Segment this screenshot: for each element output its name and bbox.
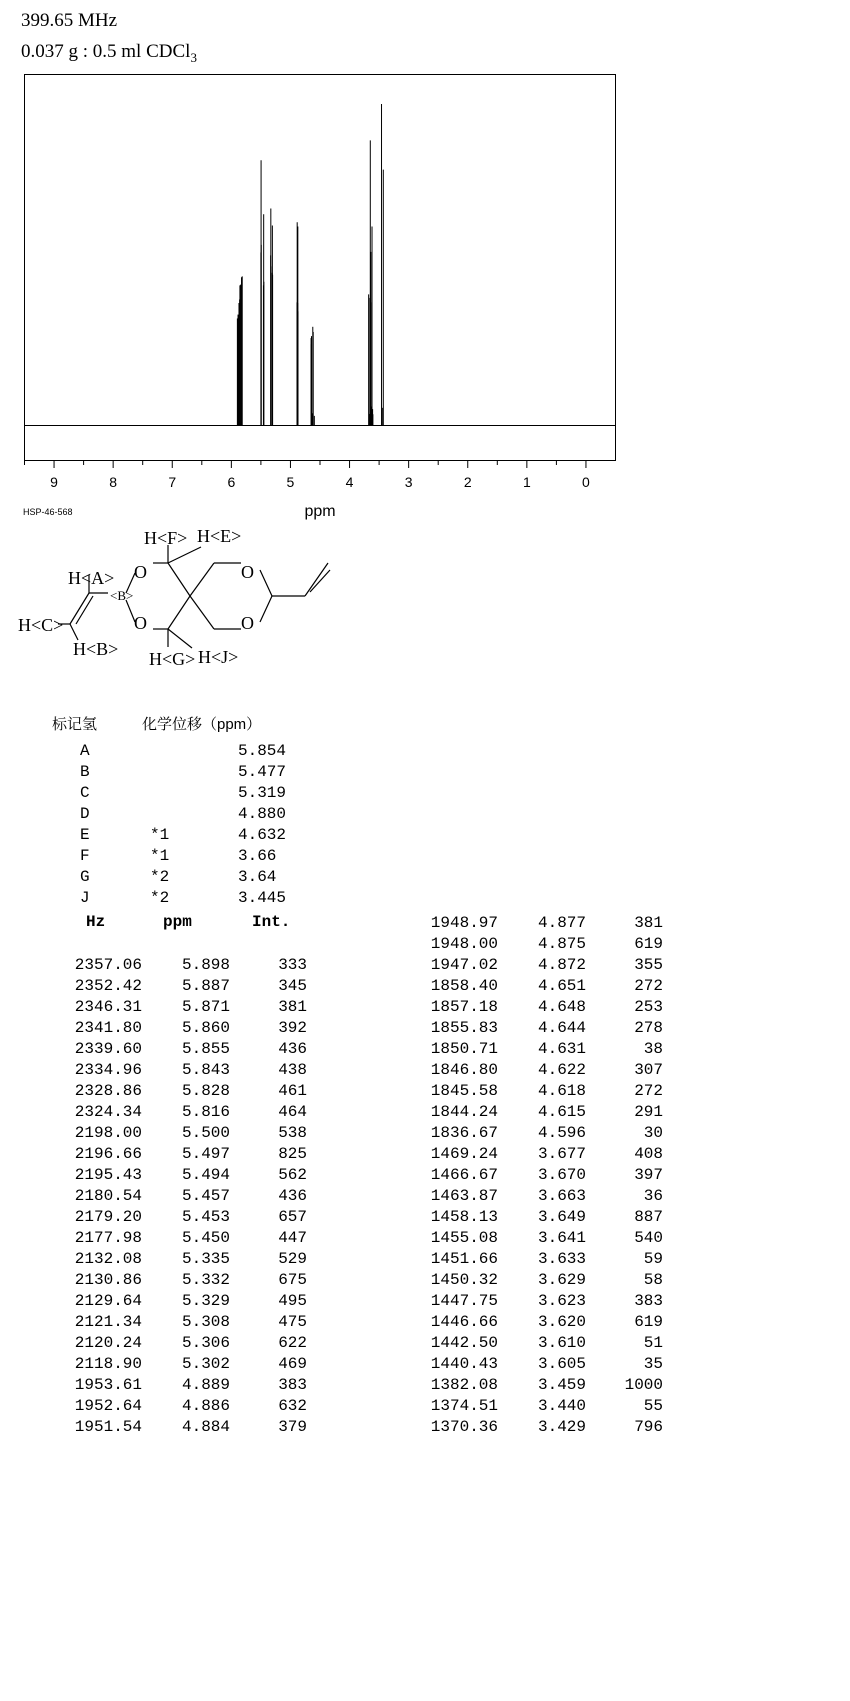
peak-hz: 1374.51 <box>430 1397 498 1415</box>
peak-int: 345 <box>278 977 307 995</box>
peak-int: 383 <box>278 1376 307 1394</box>
assignment-shift: 3.66 <box>238 847 277 865</box>
peak-hz: 1858.40 <box>430 977 498 995</box>
assignment-note: *1 <box>150 847 170 865</box>
peak-ppm: 4.631 <box>537 1040 586 1058</box>
peak-row <box>60 977 307 995</box>
peak-ppm: 3.440 <box>537 1397 586 1415</box>
peak-int: 381 <box>634 914 663 932</box>
peak-ppm: 4.644 <box>537 1019 586 1037</box>
peak-ppm: 3.429 <box>537 1418 586 1436</box>
peak-hz: 1846.80 <box>430 1061 498 1079</box>
x-tick-label: 0 <box>582 474 590 490</box>
peak-ppm: 5.855 <box>181 1040 230 1058</box>
x-tick-label: 5 <box>286 474 295 490</box>
x-tick-label: 2 <box>463 474 472 490</box>
peak-row <box>60 1292 307 1310</box>
peak-row <box>60 1019 307 1037</box>
peak-int: 619 <box>634 1313 663 1331</box>
peak-hz: 1370.36 <box>430 1418 498 1436</box>
assignment-row <box>80 826 286 844</box>
peak-row <box>60 1145 307 1163</box>
peak-ppm: 5.335 <box>181 1250 230 1268</box>
peak-hz: 1469.24 <box>430 1145 498 1163</box>
peak-int: 464 <box>278 1103 307 1121</box>
peak-ppm: 5.843 <box>181 1061 230 1079</box>
x-tick-label: 7 <box>168 474 177 490</box>
peak-ppm: 4.872 <box>537 956 586 974</box>
peak-ppm: 3.459 <box>537 1376 586 1394</box>
peak-hz: 1458.13 <box>430 1208 498 1226</box>
peak-ppm: 5.828 <box>181 1082 230 1100</box>
peak-hz: 2341.80 <box>74 1019 142 1037</box>
peak-hz: 1836.67 <box>430 1124 498 1142</box>
assignment-row <box>80 868 276 886</box>
label-ha: H<A> <box>68 568 115 588</box>
peak-hz: 2334.96 <box>74 1061 142 1079</box>
peak-hz: 1451.66 <box>430 1250 498 1268</box>
peak-hz: 2177.98 <box>74 1229 142 1247</box>
peak-int: 383 <box>634 1292 663 1310</box>
atom-o-bottom-left: O <box>134 613 147 633</box>
peak-hz: 1952.64 <box>74 1397 142 1415</box>
peak-hz: 2346.31 <box>74 998 142 1016</box>
peak-row <box>60 1229 307 1247</box>
peak-row <box>416 1082 663 1100</box>
peak-row <box>416 1418 663 1436</box>
peak-hz: 1447.75 <box>430 1292 498 1310</box>
assignment-row <box>80 805 286 823</box>
peak-hz: 1857.18 <box>430 998 498 1016</box>
peak-int: 278 <box>634 1019 663 1037</box>
peak-row <box>60 1376 307 1394</box>
peak-row <box>416 1229 663 1247</box>
peak-int: 36 <box>643 1187 663 1205</box>
label-hc: H<C> <box>18 615 64 635</box>
peak-row <box>416 1145 663 1163</box>
x-tick-label: 9 <box>50 474 58 490</box>
peak-int: 355 <box>634 956 663 974</box>
peak-ppm: 5.500 <box>181 1124 230 1142</box>
peak-int: 51 <box>643 1334 663 1352</box>
peak-int: 796 <box>634 1418 663 1436</box>
peak-hz: 2196.66 <box>74 1145 142 1163</box>
peak-row <box>416 1397 663 1415</box>
peak-row <box>416 1208 663 1226</box>
assignment-row <box>80 742 286 760</box>
peak-int: 397 <box>634 1166 663 1184</box>
peak-int: 622 <box>278 1334 307 1352</box>
peak-row <box>60 998 307 1016</box>
peak-row <box>60 1124 307 1142</box>
peak-row <box>416 1187 663 1205</box>
peak-int: 619 <box>634 935 663 953</box>
frequency-label: 399.65 MHz <box>21 10 118 31</box>
peak-int: 540 <box>634 1229 663 1247</box>
peak-int: 675 <box>278 1271 307 1289</box>
peak-int: 438 <box>278 1061 307 1079</box>
assignment-row <box>80 847 276 865</box>
assignment-note: *1 <box>150 826 170 844</box>
peak-row <box>60 1103 307 1121</box>
peak-ppm: 5.887 <box>181 977 230 995</box>
peak-ppm: 5.329 <box>181 1292 230 1310</box>
peak-ppm: 3.663 <box>537 1187 586 1205</box>
peak-int: 461 <box>278 1082 307 1100</box>
peak-row <box>60 1187 307 1205</box>
peak-int: 253 <box>634 998 663 1016</box>
peak-ppm: 5.494 <box>181 1166 230 1184</box>
peak-int: 30 <box>643 1124 663 1142</box>
peak-row <box>416 977 663 995</box>
peak-row <box>416 1166 663 1184</box>
col-header-ppm: ppm <box>163 913 192 931</box>
sample-text: 0.037 g : 0.5 ml CDCl <box>21 41 191 62</box>
peak-ppm: 5.860 <box>181 1019 230 1037</box>
peak-ppm: 4.884 <box>181 1418 230 1436</box>
peak-int: 381 <box>278 998 307 1016</box>
atom-o-top-left: O <box>134 562 147 582</box>
assignment-label: D <box>80 805 90 823</box>
assignment-row <box>80 889 286 907</box>
peak-row <box>60 956 307 974</box>
peak-hz: 2180.54 <box>74 1187 142 1205</box>
peak-row <box>416 998 663 1016</box>
peak-ppm: 5.871 <box>181 998 230 1016</box>
peak-hz: 2129.64 <box>74 1292 142 1310</box>
peak-ppm: 5.453 <box>181 1208 230 1226</box>
peak-ppm: 4.877 <box>537 914 586 932</box>
peak-row <box>416 1250 663 1268</box>
peak-hz: 1455.08 <box>430 1229 498 1247</box>
peak-ppm: 5.306 <box>181 1334 230 1352</box>
assignment-row <box>80 763 286 781</box>
peak-ppm: 3.629 <box>537 1271 586 1289</box>
peak-ppm: 5.450 <box>181 1229 230 1247</box>
peak-int: 657 <box>278 1208 307 1226</box>
assignment-note: *2 <box>150 889 170 907</box>
peak-ppm: 4.889 <box>181 1376 230 1394</box>
peak-row <box>60 1397 307 1415</box>
peak-ppm: 5.332 <box>181 1271 230 1289</box>
peak-ppm: 3.623 <box>537 1292 586 1310</box>
peak-group <box>237 104 383 426</box>
peak-hz: 1466.67 <box>430 1166 498 1184</box>
peak-hz: 2324.34 <box>74 1103 142 1121</box>
peak-hz: 1947.02 <box>430 956 498 974</box>
peak-int: 38 <box>643 1040 663 1058</box>
peak-row <box>416 1313 663 1331</box>
peak-row <box>60 1061 307 1079</box>
x-axis-ticks <box>25 461 591 491</box>
peak-ppm: 4.596 <box>537 1124 586 1142</box>
x-tick-label: 8 <box>109 474 118 490</box>
peak-ppm: 3.633 <box>537 1250 586 1268</box>
peak-ppm: 5.302 <box>181 1355 230 1373</box>
peak-hz: 1953.61 <box>74 1376 142 1394</box>
peak-row <box>60 1271 307 1289</box>
peak-hz: 1463.87 <box>430 1187 498 1205</box>
peak-hz: 2195.43 <box>74 1166 142 1184</box>
peak-hz: 2130.86 <box>74 1271 142 1289</box>
peak-row <box>60 1040 307 1058</box>
peak-hz: 1855.83 <box>430 1019 498 1037</box>
peak-row <box>416 1040 663 1058</box>
label-hj: H<J> <box>198 647 239 667</box>
peak-ppm: 3.605 <box>537 1355 586 1373</box>
bonds <box>58 545 330 648</box>
assignment-shift: 5.319 <box>238 784 287 802</box>
assignment-label: C <box>80 784 90 802</box>
peak-hz: 1948.97 <box>430 914 498 932</box>
shift-label-header: 化学位移（ppm） <box>142 716 262 733</box>
peak-ppm: 5.816 <box>181 1103 230 1121</box>
label-b-center: <B> <box>110 588 134 603</box>
peak-int: 307 <box>634 1061 663 1079</box>
peak-int: 632 <box>278 1397 307 1415</box>
peak-ppm: 4.618 <box>537 1082 586 1100</box>
peak-int: 379 <box>278 1418 307 1436</box>
peak-hz: 1446.66 <box>430 1313 498 1331</box>
peak-row <box>416 1271 663 1289</box>
peak-int: 392 <box>278 1019 307 1037</box>
peak-row <box>416 935 663 953</box>
peak-int: 475 <box>278 1313 307 1331</box>
peak-row <box>416 1124 663 1142</box>
peak-ppm: 3.641 <box>537 1229 586 1247</box>
peak-int: 35 <box>643 1355 663 1373</box>
peak-hz: 1948.00 <box>430 935 498 953</box>
peak-int: 291 <box>634 1103 663 1121</box>
col-header-hz: Hz <box>86 913 106 931</box>
peak-hz: 2118.90 <box>74 1355 142 1373</box>
peak-int: 436 <box>278 1187 307 1205</box>
peak-hz: 2132.08 <box>74 1250 142 1268</box>
atom-labels <box>18 526 254 669</box>
assignment-label: E <box>80 826 90 844</box>
x-tick-label: 1 <box>522 474 531 490</box>
peak-hz: 1850.71 <box>430 1040 498 1058</box>
peak-int: 436 <box>278 1040 307 1058</box>
peak-int: 272 <box>634 977 663 995</box>
peak-row <box>60 1250 307 1268</box>
peak-int: 562 <box>278 1166 307 1184</box>
assignment-note: *2 <box>150 868 170 886</box>
assignment-shift: 4.632 <box>238 826 287 844</box>
nmr-spectrum <box>0 0 850 520</box>
assignment-label: G <box>80 868 90 886</box>
peak-int: 55 <box>643 1397 663 1415</box>
peak-ppm: 4.651 <box>537 977 586 995</box>
peak-int: 887 <box>634 1208 663 1226</box>
peak-int: 538 <box>278 1124 307 1142</box>
assignment-label: A <box>80 742 90 760</box>
peak-row <box>60 1082 307 1100</box>
peak-ppm: 4.875 <box>537 935 586 953</box>
peak-hz: 2328.86 <box>74 1082 142 1100</box>
peak-row <box>60 1313 307 1331</box>
peak-int: 825 <box>278 1145 307 1163</box>
label-hb: H<B> <box>73 639 119 659</box>
peak-row <box>416 914 663 932</box>
peak-int: 447 <box>278 1229 307 1247</box>
peak-int: 408 <box>634 1145 663 1163</box>
sample-subscript: 3 <box>190 49 197 65</box>
peak-hz: 2198.00 <box>74 1124 142 1142</box>
peak-int: 495 <box>278 1292 307 1310</box>
assignment-row <box>80 784 286 802</box>
peak-hz: 1442.50 <box>430 1334 498 1352</box>
peak-row <box>416 1334 663 1352</box>
peak-hz: 1450.32 <box>430 1271 498 1289</box>
peak-ppm: 4.886 <box>181 1397 230 1415</box>
label-hg: H<G> <box>149 649 196 669</box>
peak-row <box>416 1061 663 1079</box>
assignment-shift: 5.477 <box>238 763 287 781</box>
assignment-label: F <box>80 847 90 865</box>
peak-hz: 1382.08 <box>430 1376 498 1394</box>
x-tick-label: 4 <box>345 474 354 490</box>
molecule-structure <box>0 515 360 675</box>
peak-hz: 1844.24 <box>430 1103 498 1121</box>
peak-int: 272 <box>634 1082 663 1100</box>
peak-ppm: 5.898 <box>181 956 230 974</box>
peak-ppm: 4.622 <box>537 1061 586 1079</box>
assignment-shift: 5.854 <box>238 742 287 760</box>
peak-hz: 1440.43 <box>430 1355 498 1373</box>
peak-ppm: 4.615 <box>537 1103 586 1121</box>
x-tick-label: 3 <box>404 474 413 490</box>
peak-row <box>416 1292 663 1310</box>
peak-int: 59 <box>643 1250 663 1268</box>
peak-int: 529 <box>278 1250 307 1268</box>
label-hf: H<F> <box>144 528 188 548</box>
peak-int: 1000 <box>624 1376 663 1394</box>
peak-ppm: 3.670 <box>537 1166 586 1184</box>
peak-row <box>60 1418 307 1436</box>
peak-row <box>60 1334 307 1352</box>
sample-code: HSP-46-568 <box>23 507 73 517</box>
assignment-shift: 3.64 <box>238 868 277 886</box>
assignment-label: B <box>80 763 90 781</box>
peak-row <box>416 956 663 974</box>
col-header-int: Int. <box>252 913 291 931</box>
peak-hz: 2357.06 <box>74 956 142 974</box>
peak-ppm: 4.648 <box>537 998 586 1016</box>
assignment-shift: 4.880 <box>238 805 287 823</box>
peak-row <box>416 1019 663 1037</box>
plot-frame <box>25 75 616 461</box>
peak-ppm: 5.497 <box>181 1145 230 1163</box>
peak-hz: 2120.24 <box>74 1334 142 1352</box>
peak-ppm: 3.610 <box>537 1334 586 1352</box>
h-label-header: 标记氢 <box>52 716 98 733</box>
peak-ppm: 3.677 <box>537 1145 586 1163</box>
peak-hz: 2339.60 <box>74 1040 142 1058</box>
label-he: H<E> <box>197 526 242 546</box>
peak-int: 333 <box>278 956 307 974</box>
peak-hz: 1951.54 <box>74 1418 142 1436</box>
x-axis-label: ppm <box>304 503 336 520</box>
atom-o-top-right: O <box>241 562 254 582</box>
peak-ppm: 3.620 <box>537 1313 586 1331</box>
peak-hz: 1845.58 <box>430 1082 498 1100</box>
atom-o-bottom-right: O <box>241 613 254 633</box>
peak-int: 469 <box>278 1355 307 1373</box>
assignment-label: J <box>80 889 90 907</box>
peak-hz: 2352.42 <box>74 977 142 995</box>
peak-ppm: 3.649 <box>537 1208 586 1226</box>
peak-hz: 2179.20 <box>74 1208 142 1226</box>
peak-row <box>60 1166 307 1184</box>
peak-row <box>60 1208 307 1226</box>
x-tick-label: 6 <box>227 474 236 490</box>
peak-ppm: 5.308 <box>181 1313 230 1331</box>
peak-hz: 2121.34 <box>74 1313 142 1331</box>
peak-row <box>416 1355 663 1373</box>
peak-int: 58 <box>643 1271 663 1289</box>
peak-row <box>60 1355 307 1373</box>
assignment-shift: 3.445 <box>238 889 287 907</box>
peak-row <box>416 1103 663 1121</box>
peak-row <box>416 1376 663 1394</box>
peak-ppm: 5.457 <box>181 1187 230 1205</box>
